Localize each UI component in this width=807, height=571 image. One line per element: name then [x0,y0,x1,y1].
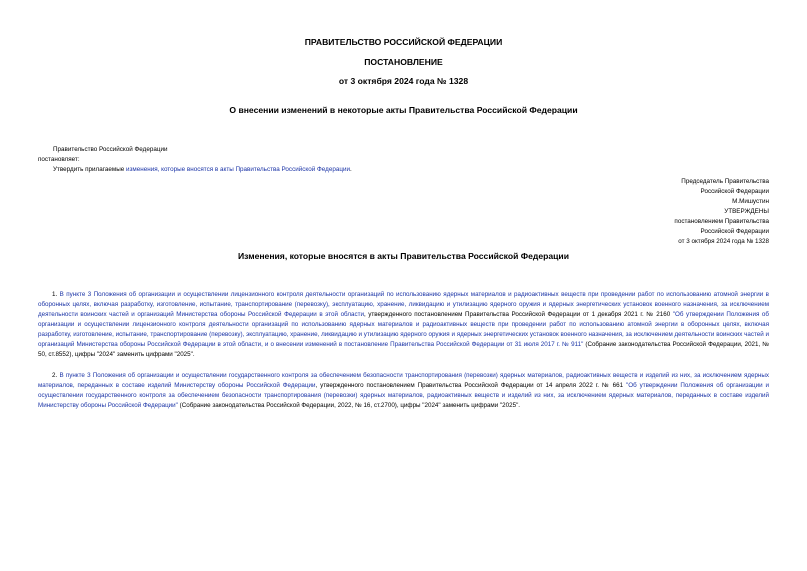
paragraph-2-number: 2. [52,372,60,379]
signature-name: М.Мишустин [732,198,769,205]
approved-label: УТВЕРЖДЕНЫ [724,208,769,215]
intro-approve-end: . [349,166,352,173]
intro-government: Правительство Российской Федерации [53,146,168,153]
paragraph-1-end: (Собрание законодательства Российской Федерации, 2021, № 50, ст.8552), цифры "2024" заменить цифрами "2025". [38,340,769,358]
approved-country: Российской Федерации [700,228,769,235]
paragraph-1-number: 1. [52,291,60,298]
government-heading: ПРАВИТЕЛЬСТВО РОССИЙСКОЙ ФЕДЕРАЦИИ [304,37,503,47]
signature-country: Российской Федерации [700,188,769,195]
change-paragraph-2 [38,371,769,411]
intro-approve-text: Утвердить прилагаемые [53,166,126,173]
paragraph-2-resolution-link[interactable]: "Об утверждении Положения об организации и осуществлении государственного контроля за обеспечением безопасности транспортирования (перевозки) ядерных материалов, радиоактивных веществ и изделий из них, за исключением ядерных материалов, переданных в составе изделий Министерству обороны Российской Федерации" [38,381,770,409]
intro-approve-line [53,165,352,175]
changes-title: Изменения, которые вносятся в акты Правительства Российской Федерации [237,251,569,261]
intro-resolves: постановляет: [38,156,80,163]
paragraph-1-link[interactable]: В пункте 3 Положения об организации и осуществлении лицензионного контроля деятельности организаций по использованию ядерных материалов и радиоактивных веществ при проведении работ по использованию атомной энергии в оборонных целях, включая разработку, изготовление, испытание, транспортирование (перевозку), эксплуатацию, хранение, ликвидацию и утилизацию ядерного оружия и ядерных энергетических установок военного назначения, за исключением деятельности воинских частей и организаций Министерства обороны Российской Федерации в этой области [38,291,769,318]
document-date-number: от 3 октября 2024 года № 1328 [338,76,469,86]
signature-position: Председатель Правительства [681,178,769,185]
paragraph-1-approved-by: , утвержденного постановлением Правительства Российской Федерации от 1 декабря 2021 г. № 2160 [363,310,673,318]
approved-by: постановлением Правительства [674,218,769,225]
change-paragraph-1 [38,290,769,360]
document-type: ПОСТАНОВЛЕНИЕ [364,57,443,67]
paragraph-1-resolution-link[interactable]: "Об утверждении Положения об организации и осуществлении лицензионного контроля деятельности организаций по использованию ядерных материалов и радиоактивных веществ при проведении работ по использованию атомной энергии в оборонных целях, включая разработку, изготовление, испытание, транспортирование (перевозку), эксплуатацию, хранение, ликвидацию и утилизацию ядерного оружия и ядерных энергетических установок военного назначения, за исключением деятельности воинских частей и организаций Министерства обороны Российской Федерации в этой области, и о внесении изменений в постановление Правительства Российской Федерации от 31 июля 2017 г. № 911" [38,310,769,348]
paragraph-2-approved-by: , утвержденного постановлением Правительства Российской Федерации от 14 апреля 2022 г. № 661 [315,381,627,389]
approved-date: от 3 октября 2024 года № 1328 [678,238,769,245]
paragraph-2-end: (Собрание законодательства Российской Федерации, 2022, № 16, ст.2700), цифры "2024" заменить цифрами "2025". [177,401,521,409]
document-title: О внесении изменений в некоторые акты Правительства Российской Федерации [229,105,578,115]
paragraph-2-link[interactable]: В пункте 3 Положения об организации и осуществлении государственного контроля за обеспечением безопасности транспортирования (перевозки) ядерных материалов, радиоактивных веществ и изделий из них, за исключением ядерных материалов, переданных в составе изделий Министерству обороны Российской Федерации [38,372,769,389]
changes-link[interactable]: изменения, которые вносятся в акты Правительства Российской Федерации [126,166,350,173]
